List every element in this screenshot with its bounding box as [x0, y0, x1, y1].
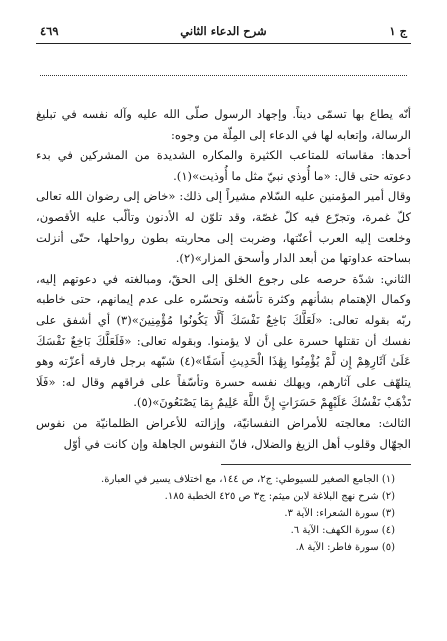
paragraph: أنّه يطاع بها تسمّى ديناً. وإجهاد الرسول صلّى الله عليه وآله نفسه في تبليغ الرسالة، وإتعابه لها في الدعاء إلى المِلّة من وجوه:: [36, 107, 411, 142]
volume-label: ج ١: [389, 24, 407, 38]
paragraph: الثاني: شدّة حرصه على رجوع الخلق إلى الحقّ، ومبالغته في دعوتهم إليه، وكمال الإهتمام بشأنهم وكثرة تأسّفه وتحسّره على عدم إيمانهم، حتى خاطبه ربّه بقوله تعالى: «لَعَلَّكَ بَاخِعٌ نَفْسَكَ أَلَّا يَكُونُوا مُؤْمِنِينَ»(٣) أي أشفق على نفسك أن تقتلها حسرة على أن لا يؤمنوا. وبقوله تعالى: «فَلَعَلَّكَ بَاخِعٌ نَفْسَكَ عَلَىٰ آثَارِهِمْ إِن لَّمْ يُؤْمِنُوا بِهَٰذَا الْحَدِيثِ أَسَفًا»(٤) شبّهه برجل فارقه أعزّته وهو يتلهّف على آثارهم، ويهلك نفسه حسرة وتأسّفاً على فراقهم وقال له: «فَلَا تَذْهَبْ نَفْسُكَ عَلَيْهِمْ حَسَرَاتٍ إِنَّ اللَّهَ عَلِيمٌ بِمَا يَصْنَعُونَ»(٥).: [36, 271, 411, 410]
footnote-rule: [221, 464, 411, 465]
footnote: (٥) سورة فاطر: الآية ٨.: [295, 542, 395, 554]
footnote: (٤) سورة الكهف: الآية ٦.: [290, 525, 395, 537]
page-header: [36, 22, 411, 40]
running-title: شرح الدعاء الثاني: [180, 24, 267, 38]
footnotes: [36, 471, 411, 556]
paragraph: وقال أمير المؤمنين عليه السّلام مشيراً إلى ذلك: «خاض إلى رضوان الله تعالى كلّ غمرة، وتجرّع فيه كلّ غصّة، وقد تلوّن له الأدنون وتألّب عليه الأقصون، وخلعت إليه العرب أعنّتها، وضربت إلى محاربته بطون رواحلها، حتّى أنزلت بساحته عداوتها من أبعد الدار وأسحق المزار»(٢).: [36, 189, 411, 266]
page-number: ٤٦٩: [40, 24, 59, 38]
paragraph: الثالث: معالجته للأمراض النفسانيّة، وإزالته للأعراض الظلمانيّة من نفوس الجهّال وقلوب أهل الزيغ والضلال، فانّ النفوس الجاهلة وإن كانت في أوّل: [36, 415, 411, 451]
paragraph: أحدها: مقاساته للمتاعب الكثيرة والمكاره الشديدة من المشركين في بدء دعوته حتى قال: «ما أُوذي نبيّ مثل ما أُوذيت»(١).: [36, 148, 411, 183]
footnote: (٢) شرح نهج البلاغة لابن ميثم: ج٣ ص ٤٢٥ الخطبة ١٨٥.: [164, 491, 395, 503]
footnote: (١) الجامع الصغير للسيوطي: ج٢، ص ١٤٤، مع اختلاف يسير في العبارة.: [101, 474, 395, 486]
header-rule: [36, 43, 411, 44]
main-text: [36, 104, 411, 454]
dotted-separator: [40, 75, 407, 76]
footnote: (٣) سورة الشعراء: الآية ٣.: [284, 508, 395, 520]
